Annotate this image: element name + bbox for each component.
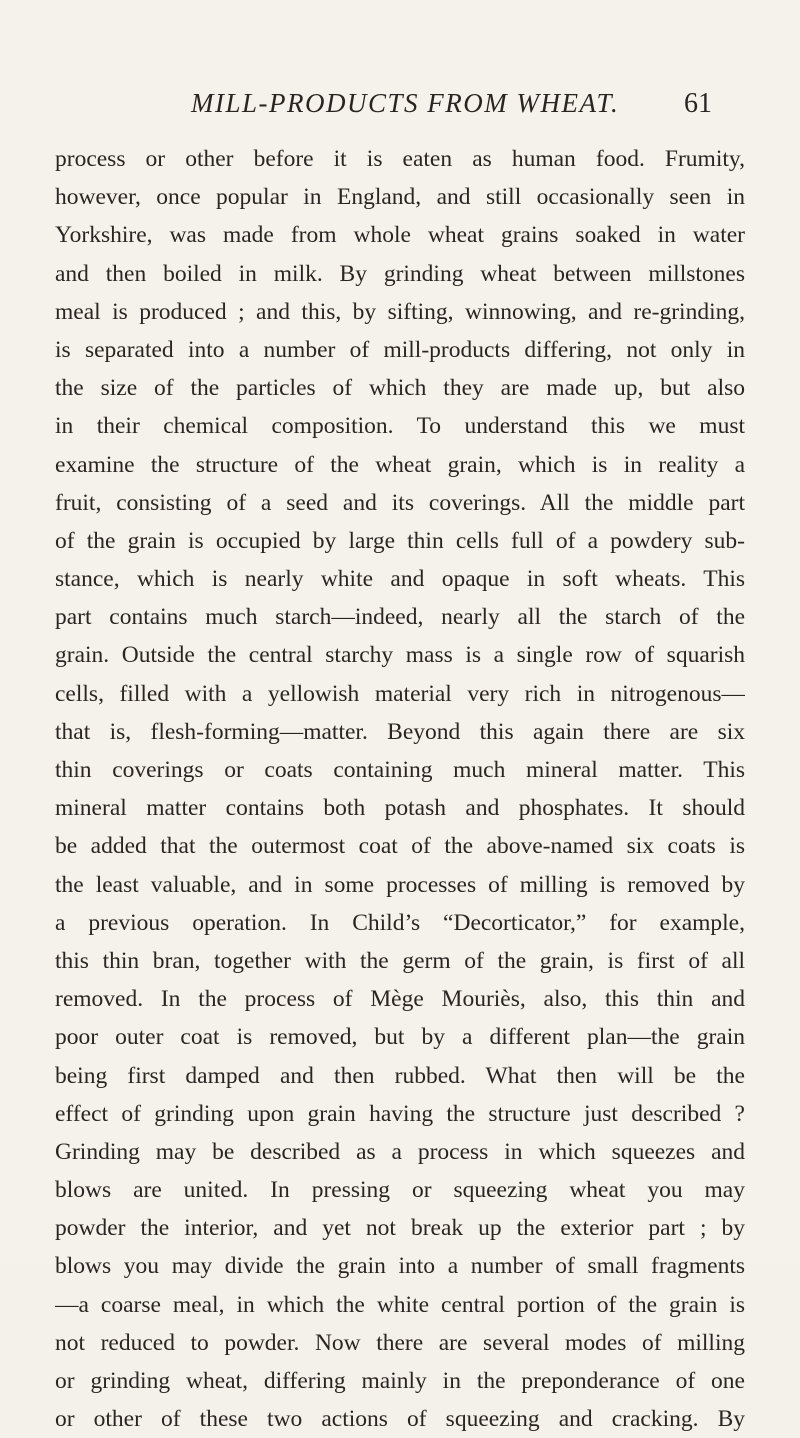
text-line: meal is produced ; and this, by sifting, winnowing, and re-grinding, [55, 298, 745, 325]
text-line: Grinding may be described as a process in which squeezes and [55, 1138, 745, 1165]
text-line: Yorkshire, was made from whole wheat grains soaked in water [55, 222, 745, 249]
text-line: however, once popular in England, and still occasionally seen in [55, 184, 745, 211]
text-line: —a coarse meal, in which the white central portion of the grain is [55, 1291, 745, 1318]
text-line: being first damped and then rubbed. What then will be the [55, 1062, 745, 1089]
text-line: of the grain is occupied by large thin cells full of a powdery sub- [55, 527, 745, 554]
text-line: that is, flesh-forming—matter. Beyond this again there are six [55, 718, 745, 745]
text-line: or grinding wheat, differing mainly in the preponderance of one [55, 1368, 745, 1394]
text-line: grain. Outside the central starchy mass is a single row of squarish [55, 642, 745, 669]
text-line: not reduced to powder. Now there are several modes of milling [55, 1329, 745, 1356]
text-line: this thin bran, together with the germ of the grain, is first of all [55, 947, 745, 974]
text-line: mineral matter contains both potash and phosphates. It should [55, 795, 745, 822]
text-line: and then boiled in milk. By grinding wheat between millstones [55, 260, 745, 287]
running-head [0, 88, 800, 128]
text-line: in their chemical composition. To understand this we must [55, 413, 745, 440]
text-line: blows are united. In pressing or squeezing wheat you may [55, 1177, 745, 1204]
text-line: poor outer coat is removed, but by a different plan—the grain [55, 1024, 745, 1051]
text-line: cells, filled with a yellowish material very rich in nitrogenous— [55, 680, 745, 707]
text-line: removed. In the process of Mège Mouriès, also, this thin and [55, 986, 745, 1013]
page-number: 61 [684, 88, 712, 119]
text-line: be added that the outermost coat of the above-named six coats is [55, 833, 745, 860]
body-text [55, 140, 745, 1438]
text-line: is separated into a number of mill-products differing, not only in [55, 336, 745, 363]
text-line: part contains much starch—indeed, nearly all the starch of the [55, 604, 745, 631]
text-line: the size of the particles of which they are made up, but also [55, 375, 745, 402]
text-line: blows you may divide the grain into a number of small fragments [55, 1253, 745, 1280]
text-line: stance, which is nearly white and opaque in soft wheats. This [55, 566, 745, 593]
text-line: or other of these two actions of squeezing and cracking. By [55, 1406, 745, 1433]
text-line: effect of grinding upon grain having the structure just described ? [55, 1100, 745, 1127]
text-line: examine the structure of the wheat grain, which is in reality a [55, 451, 745, 478]
text-line: powder the interior, and yet not break up the exterior part ; by [55, 1215, 745, 1242]
running-title: MILL-PRODUCTS FROM WHEAT. [191, 88, 620, 118]
text-line: a previous operation. In Child’s “Decorticator,” for example, [55, 909, 745, 936]
text-line: fruit, consisting of a seed and its coverings. All the middle part [55, 489, 745, 516]
text-line: the least valuable, and in some processes of milling is removed by [55, 871, 745, 898]
text-line: thin coverings or coats containing much mineral matter. This [55, 757, 745, 783]
text-line: process or other before it is eaten as human food. Frumity, [55, 146, 745, 172]
